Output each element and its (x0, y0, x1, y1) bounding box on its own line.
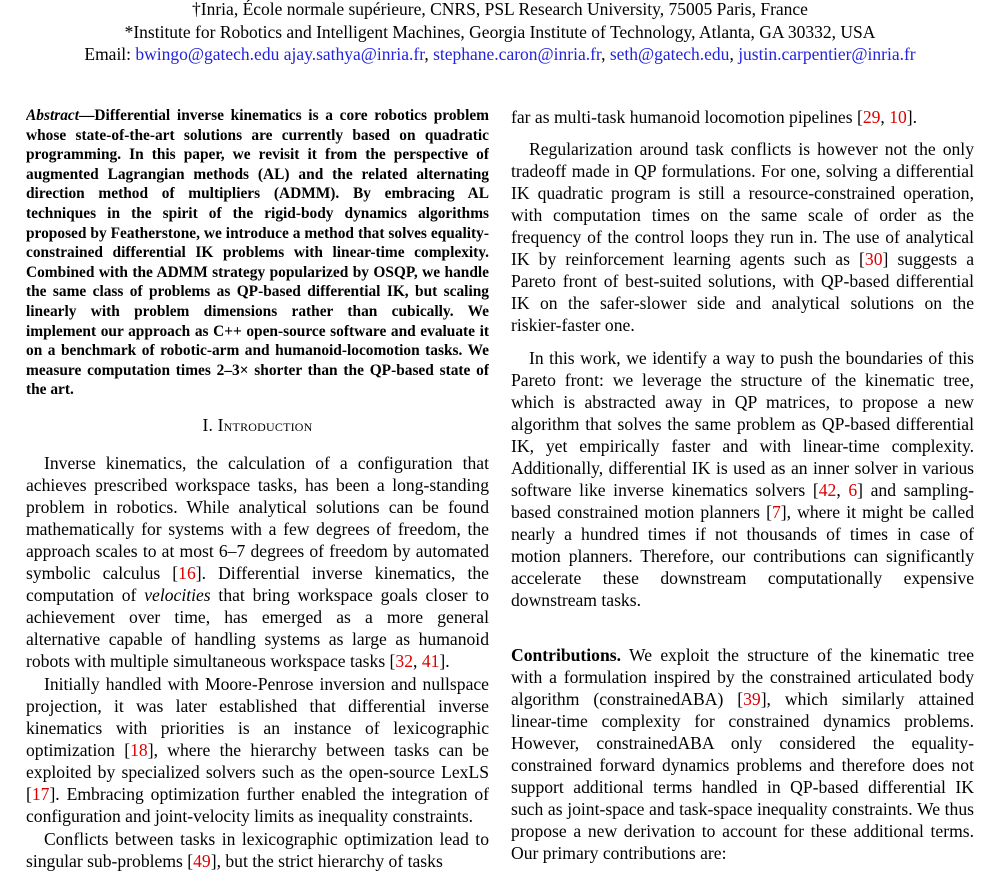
citation-link[interactable]: 18 (130, 739, 148, 760)
intro-paragraph-3: Conflicts between tasks in lexicographic optimization lead to singular sub-problems [49], but the strict hierarchy of tasks (26, 828, 489, 871)
citation-link[interactable]: 10 (889, 107, 907, 127)
affiliation-georgia-tech: *Institute for Robotics and Intelligent Machines, Georgia Institute of Technology, Atlanta, GA 30332, USA (124, 22, 876, 42)
citation-link[interactable]: 42 (818, 480, 837, 500)
abstract-title: Abstract (26, 107, 80, 124)
intro-paragraph-1: Inverse kinematics, the calculation of a configuration that achieves prescribed workspace tasks, has been a long-standing problem in robotics. While analytical solutions can be found mathematically for systems with a few degrees of freedom, the approach scales to at most 6–7 degrees of freedom by automated symbolic calculus [16]. Differential inverse kinematics, the computation of velocities that bring workspace goals closer to achievement over time, has emerged as a more general alternative capable of handling systems as large as humanoid robots with multiple simultaneous workspace tasks [32, 41]. (26, 452, 489, 671)
affiliation-inria: †Inria, École normale supérieure, CNRS, PSL Research University, 75005 Paris, France (192, 0, 808, 19)
citation-link[interactable]: 30 (864, 249, 883, 269)
right-column (511, 106, 974, 877)
email-label: Email: (84, 44, 132, 64)
email-line: Email: bwingo@gatech.edu ajay.sathya@inria.fr, stephane.caron@inria.fr, seth@gatech.edu, justin.carpentier@inria.fr (84, 44, 916, 64)
citation-link[interactable]: 17 (31, 783, 50, 804)
email-link-2[interactable]: ajay.sathya@inria.fr (283, 44, 425, 64)
citation-link[interactable]: 49 (193, 850, 211, 871)
right-paragraph-1: far as multi-task humanoid locomotion pipelines [29, 10]. (511, 107, 918, 127)
citation-link[interactable]: 6 (848, 480, 858, 500)
abstract-text: Differential inverse kinematics is a core robotics problem whose state-of-the-art solutions are currently based on quadratic programming. In this paper, we revisit it from the perspective of augmented Lagrangian methods (AL) and the related alternating direction method of multipliers (ADMM). By embracing AL techniques in the spirit of the rigid-body dynamics algorithms proposed by Featherstone, we introduce a method that solves equality-constrained differential IK problems with linear-time complexity. Combined with the ADMM strategy popularized by OSQP, we handle the same class of problems as QP-based differential IK, but scaling linearly with problem dimensions rather than cubically. We implement our approach as C++ open-source software and evaluate it on a benchmark of robotic-arm and humanoid-locomotion tasks. We measure computation times 2–3× shorter than the QP-based state of the art. (26, 107, 489, 399)
email-link-3[interactable]: stephane.caron@inria.fr (433, 44, 602, 64)
email-link-5[interactable]: justin.carpentier@inria.fr (738, 44, 916, 64)
right-paragraph-3: In this work, we identify a way to push the boundaries of this Pareto front: we leverage the structure of the kinematic tree, which is abstracted away in QP matrices, to propose a new algorithm that solves the same problem as QP-based differential IK, yet empirically faster and with linear-time complexity. Additionally, differential IK is used as an inner solver in various software like inverse kinematics solvers [42, 6] and sampling-based constrained motion planners [7], where it might be called nearly a hundred times if not thousands of times in case of motion planners. Therefore, our contributions can significantly accelerate these downstream computationally expensive downstream tasks. (511, 348, 974, 610)
citation-link[interactable]: 16 (178, 562, 196, 583)
section-heading-introduction (26, 414, 489, 436)
contributions-paragraph: Contributions. We exploit the structure of the kinematic tree with a formulation inspired by the constrained articulated body algorithm (constrainedABA) [39], which similarly attained linear-time complexity for constrained dynamics problems. However, constrainedABA only considered the equality-constrained forward dynamics problems and therefore does not support additional terms handled in QP-based differential IK such as joint-space and task-space inequality constraints. We thus propose a new derivation to account for these additional terms. Our primary contributions are: (511, 645, 974, 863)
citation-link[interactable]: 41 (421, 650, 440, 671)
citation-link[interactable]: 7 (771, 502, 781, 522)
citation-link[interactable]: 39 (743, 689, 761, 709)
intro-paragraph-2: Initially handled with Moore-Penrose inversion and nullspace projection, it was later established that differential inverse kinematics with priorities is an instance of lexicographic optimization [18], where the hierarchy between tasks can be exploited by specialized solvers such as the open-source LexLS [17]. Embracing optimization further enabled the integration of configuration and joint-velocity limits as inequality constraints. (26, 673, 489, 826)
left-column (26, 106, 489, 877)
contributions-heading: Contributions. (511, 645, 621, 665)
citation-link[interactable]: 32 (395, 650, 414, 671)
abstract (26, 106, 489, 400)
citation-link[interactable]: 29 (862, 107, 881, 127)
right-paragraph-2: Regularization around task conflicts is however not the only tradeoff made in QP formulations. For one, solving a differential IK quadratic program is still a resource-constrained operation, with computation times on the same scale of order as the frequency of the control loops they run in. The use of analytical IK by reinforcement learning agents such as [30] suggests a Pareto front of best-suited solutions, with QP-based differential IK on the safer-slower side and analytical solutions on the riskier-faster one. (511, 139, 974, 335)
email-link-4[interactable]: seth@gatech.edu (609, 44, 730, 64)
section-title: Introduction (217, 414, 313, 435)
section-number: I. (202, 414, 214, 435)
abstract-dash: — (79, 107, 95, 124)
email-link-1[interactable]: bwingo@gatech.edu (135, 44, 280, 64)
